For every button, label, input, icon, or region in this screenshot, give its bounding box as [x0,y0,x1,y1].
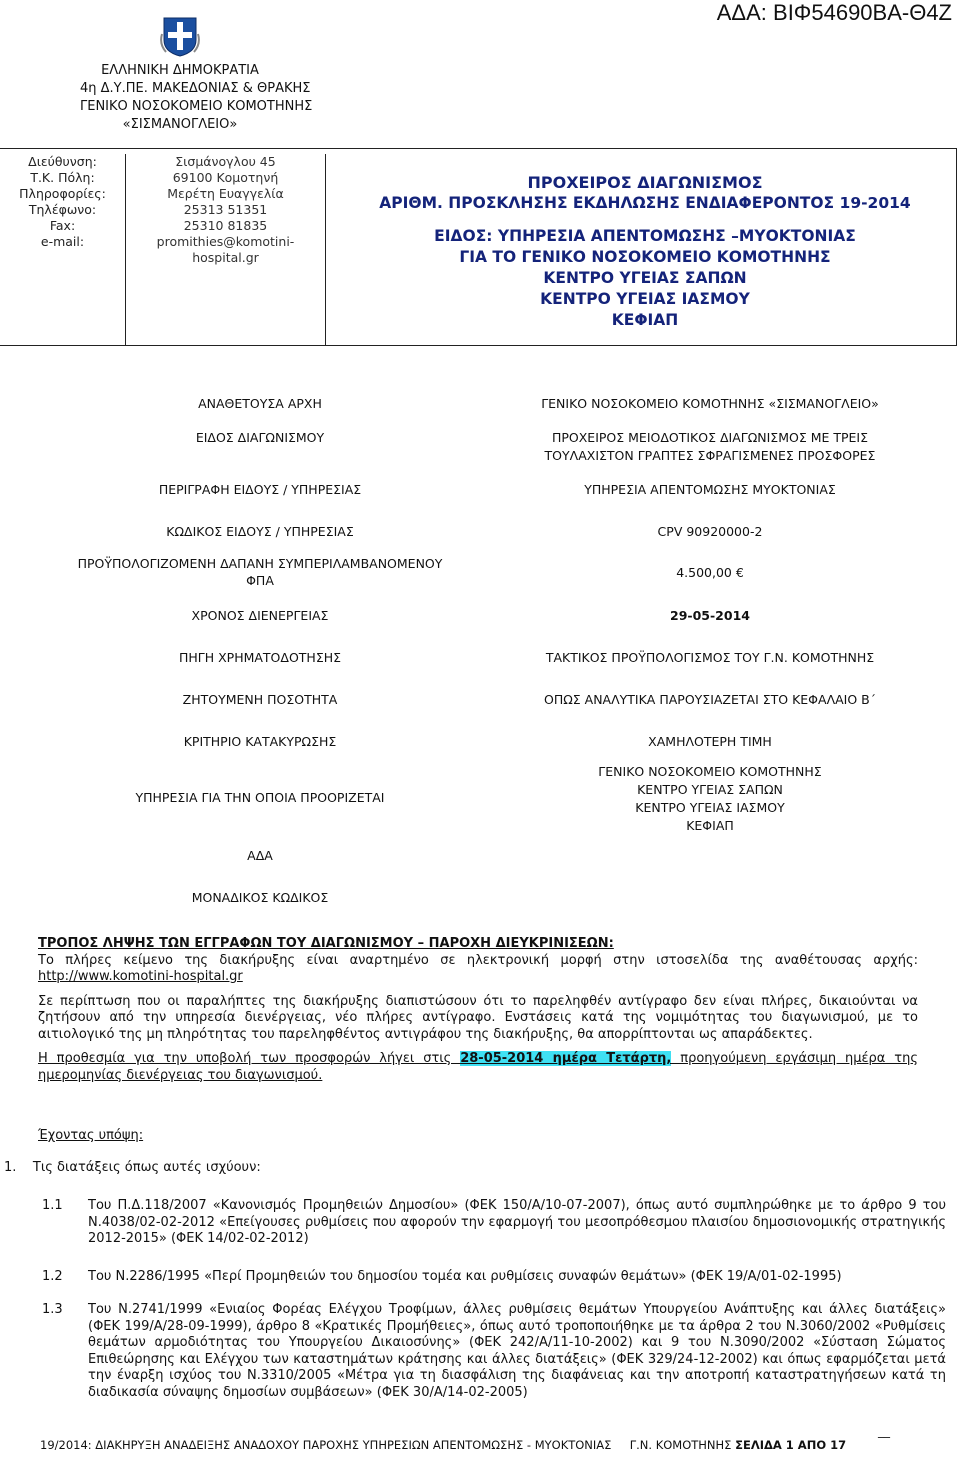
row-label: ΦΠΑ [246,573,274,588]
notes-paragraph: Σε περίπτωση που οι παραλήπτες της διακήρυξης διαπιστώσουν ότι το παρεληφθέν αντίγραφο δεν είναι πλήρες, δικαιούνται να ζητήσουν από την υπηρεσία διενέργειας, νέο πλήρες αντίγραφο. Ενστάσεις κατά της νομιμότητας του διαγωνισμού, με το αιτιολογικό της μη πληρότητας του παρεληφθέντος αντιγράφου της διακήρυξης, θα απορρίπτονται ως απαράδεκτες. [38,993,918,1042]
subject-line: ΓΙΑ ΤΟ ΓΕΝΙΚΟ ΝΟΣΟΚΟΜΕΙΟ ΚΟΜΟΤΗΝΗΣ [459,248,831,266]
section-heading: Έχοντας υπόψη: [38,1128,144,1143]
subject-line: ΚΕΝΤΡΟ ΥΓΕΙΑΣ ΙΑΣΜΟΥ [540,290,750,308]
row-value: ΚΕΝΤΡΟ ΥΓΕΙΑΣ ΣΑΠΩΝ [637,782,783,797]
row-value: ΤΟΥΛΑΧΙΣΤΟΝ ΓΡΑΠΤΕΣ ΣΦΡΑΓΙΣΜΕΝΕΣ ΠΡΟΣΦΟΡΕΣ [544,448,876,463]
deadline-text: προηγούμενη εργάσιμη ημέρα της ημερομηνίας διενέργειας του διαγωνισμού. [38,1051,918,1083]
item-number: 1.1 [42,1198,63,1213]
item-text: Του Ν.2286/1995 «Περί Προμηθειών του δημοσίου τομέα και ρυθμίσεις συναφών θεμάτων» (ΦΕΚ 19/Α/01-02-1995) [88,1269,842,1284]
row-value: ΠΡΟΧΕΙΡΟΣ ΜΕΙΟΔΟΤΙΚΟΣ ΔΙΑΓΩΝΙΣΜΟΣ ΜΕ ΤΡΕΙΣ [551,430,869,445]
deadline-text: Η προθεσμία για την υποβολή των προσφορών λήγει στις [38,1051,461,1066]
org-line: ΕΛΛΗΝΙΚΗ ΔΗΜΟΚΡΑΤΙΑ [101,63,259,78]
contact-value: 25313 51351 [183,202,268,217]
contact-value: 69100 Κομοτηνή [172,170,279,185]
deadline-paragraph [38,1051,918,1084]
row-label: ΚΩΔΙΚΟΣ ΕΙΔΟΥΣ / ΥΠΗΡΕΣΙΑΣ [166,524,354,539]
row-label: ΑΝΑΘΕΤΟΥΣΑ ΑΡΧΗ [198,396,322,411]
notes-paragraph: Το πλήρες κείμενο της διακήρυξης είναι αναρτημένο σε ηλεκτρονική μορφή στην ιστοσελίδα της αναθέτουσας αρχής: [38,952,918,968]
organization-header [80,62,313,134]
contact-label: e-mail: [40,234,85,249]
org-line: ΓΕΝΙΚΟ ΝΟΣΟΚΟΜΕΙΟ ΚΟΜΟΤΗΝΗΣ [80,99,313,114]
row-value: 4.500,00 € [676,565,744,580]
title-block [330,172,960,331]
deadline-date: 28-05-2014 ημέρα Τετάρτη, [460,1051,672,1066]
tender-title: ΠΡΟΧΕΙΡΟΣ ΔΙΑΓΩΝΙΣΜΟΣ [527,173,763,192]
item-number: 1.3 [42,1302,63,1317]
row-value: ΚΕΝΤΡΟ ΥΓΕΙΑΣ ΙΑΣΜΟΥ [635,800,785,815]
page-footer [40,1438,846,1452]
contact-label: Τηλέφωνο: [28,202,97,217]
row-label: ΚΡΙΤΗΡΙΟ ΚΑΤΑΚΥΡΩΣΗΣ [183,734,337,749]
subject-line: ΚΕΝΤΡΟ ΥΓΕΙΑΣ ΣΑΠΩΝ [543,269,747,287]
subject-line: ΚΕΦΙΑΠ [611,311,679,329]
item-number: 1.2 [42,1269,63,1284]
footer-mark: __ [878,1424,890,1438]
row-label: ΖΗΤΟΥΜΕΝΗ ΠΟΣΟΤΗΤΑ [182,692,338,707]
row-value: ΟΠΩΣ ΑΝΑΛΥΤΙΚΑ ΠΑΡΟΥΣΙΑΖΕΤΑΙ ΣΤΟ ΚΕΦΑΛΑΙΟ Β΄ [543,692,876,707]
row-label: ΠΗΓΗ ΧΡΗΜΑΤΟΔΟΤΗΣΗΣ [178,650,342,665]
item-text: Του Ν.2741/1999 «Ενιαίος Φορέας Ελέγχου Τροφίμων, άλλες ρυθμίσεις θεμάτων Υπουργείου Ανάπτυξης και άλλες διατάξεις» (ΦΕΚ 199/Α/28-09-1999), άρθρο 8 «Κρατικές Προμήθειες», όπως αυτό τροποποιήθηκε με τα άρθρα 2 του Ν.3060/2002 «Ρυθμίσεις θεμάτων αρμοδιότητας του Υπουργείου Δικαιοσύνης» (ΦΕΚ 242/Α/11-10-2002) και 9 του Ν.3090/2002 «Σύσταση Σώματος Επιθεώρησης και Ελέγχου των καταστημάτων κράτησης και άλλες διατάξεις» (ΦΕΚ 329/24-12-2002) και όπως εφαρμόζεται μετά την έναρξη ισχύος του Ν.3310/2005 «Μέτρα για τη διασφάλιση της διαφάνειας και την αποτροπή καταστρατηγήσεων κατά τη διαδικασία σύναψης δημοσίων συμβάσεων» (ΦΕΚ 30/Α/14-02-2005) [88,1302,946,1400]
row-label: ΠΕΡΙΓΡΑΦΗ ΕΙΔΟΥΣ / ΥΠΗΡΕΣΙΑΣ [158,482,362,497]
ada-code: ΑΔΑ: ΒΙΦ54690ΒΑ-Θ4Ζ [716,0,952,25]
contact-labels [0,154,126,346]
list-item: 1. Τις διατάξεις όπως αυτές ισχύουν: [4,1160,261,1175]
row-value: ΚΕΦΙΑΠ [686,818,734,833]
org-line: «ΣΙΣΜΑΝΟΓΛΕΙΟ» [122,117,238,132]
footer-text: 19/2014: ΔΙΑΚΗΡΥΞΗ ΑΝΑΔΕΙΞΗΣ ΑΝΑΔΟΧΟΥ ΠΑΡΟΧΗΣ ΥΠΗΡΕΣΙΩΝ ΑΠΕΝΤΟΜΩΣΗΣ - ΜΥΟΚΤΟΝΙΑΣ Γ.Ν. ΚΟΜΟΤΗΝΗΣ [40,1438,736,1452]
org-line: 4η Δ.Υ.ΠΕ. ΜΑΚΕΔΟΝΙΑΣ & ΘΡΑΚΗΣ [80,81,311,96]
page-number: ΣΕΛΙΔΑ 1 ΑΠΟ 17 [735,1438,847,1452]
contact-value: 25310 81835 [183,218,268,233]
invitation-number: ΑΡΙΘΜ. ΠΡΟΣΚΛΗΣΗΣ ΕΚΔΗΛΩΣΗΣ ΕΝΔΙΑΦΕΡΟΝΤΟΣ 19-2014 [379,194,911,212]
greek-emblem-icon [160,14,200,58]
item-text: Του Π.Δ.118/2007 «Κανονισμός Προμηθειών Δημοσίου» (ΦΕΚ 150/Α/10-07-2007), όπως αυτό συμπληρώθηκε με το άρθρο 9 του Ν.4038/02-02-2012 «Επείγουσες ρυθμίσεις που αφορούν την εφαρμογή του μεσοπρόθεσμου πλαισίου δημοσιονομικής στρατηγικής 2012-2015» (ΦΕΚ 14/02-02-2012) [88,1198,946,1246]
contact-label: Fax: [49,218,76,233]
contact-label: Διεύθυνση: [28,154,97,169]
row-label: ΠΡΟΫΠΟΛΟΓΙΖΟΜΕΝΗ ΔΑΠΑΝΗ ΣΥΜΠΕΡΙΛΑΜΒΑΝΟΜΕΝΟΥ [77,556,443,571]
row-value: CPV 90920000-2 [657,524,763,539]
contact-values [126,154,326,346]
contact-label: Τ.Κ. Πόλη: [30,170,95,185]
contact-value: Σισμάνογλου 45 [175,154,276,169]
row-value: 29-05-2014 [670,608,750,623]
notes-heading: ΤΡΟΠΟΣ ΛΗΨΗΣ ΤΩΝ ΕΓΓΡΑΦΩΝ ΤΟΥ ΔΙΑΓΩΝΙΣΜΟΥ – ΠΑΡΟΧΗ ΔΙΕΥΚΡΙΝΙΣΕΩΝ: [38,936,614,951]
contact-label: Πληροφορίες: [19,186,106,201]
hospital-website-link[interactable]: http://www.komotini-hospital.gr [38,969,243,984]
contact-value-email: promithies@komotini- [156,234,295,249]
row-label: ΧΡΟΝΟΣ ΔΙΕΝΕΡΓΕΙΑΣ [191,608,329,623]
row-value: ΓΕΝΙΚΟ ΝΟΣΟΚΟΜΕΙΟ ΚΟΜΟΤΗΝΗΣ «ΣΙΣΜΑΝΟΓΛΕΙΟ» [541,396,879,411]
row-value: ΥΠΗΡΕΣΙΑ ΑΠΕΝΤΟΜΩΣΗΣ ΜΥΟΚΤΟΝΙΑΣ [584,482,836,497]
row-value: ΓΕΝΙΚΟ ΝΟΣΟΚΟΜΕΙΟ ΚΟΜΟΤΗΝΗΣ [598,764,822,779]
contact-value: Μερέτη Ευαγγελία [167,186,284,201]
row-label: ΑΔΑ [247,848,273,863]
row-label: ΥΠΗΡΕΣΙΑ ΓΙΑ ΤΗΝ ΟΠΟΙΑ ΠΡΟΟΡΙΖΕΤΑΙ [135,790,385,805]
contact-value-email: hospital.gr [192,250,259,265]
row-label: ΕΙΔΟΣ ΔΙΑΓΩΝΙΣΜΟΥ [195,430,325,445]
document-notes [38,936,918,1084]
subject-line: ΕΙΔΟΣ: ΥΠΗΡΕΣΙΑ ΑΠΕΝΤΟΜΩΣΗΣ –ΜΥΟΚΤΟΝΙΑΣ [434,227,856,245]
row-value: ΧΑΜΗΛΟΤΕΡΗ ΤΙΜΗ [648,734,772,749]
row-value: ΤΑΚΤΙΚΟΣ ΠΡΟΫΠΟΛΟΓΙΣΜΟΣ ΤΟΥ Γ.Ν. ΚΟΜΟΤΗΝΗΣ [545,650,875,665]
row-label: ΜΟΝΑΔΙΚΟΣ ΚΩΔΙΚΟΣ [191,890,329,905]
